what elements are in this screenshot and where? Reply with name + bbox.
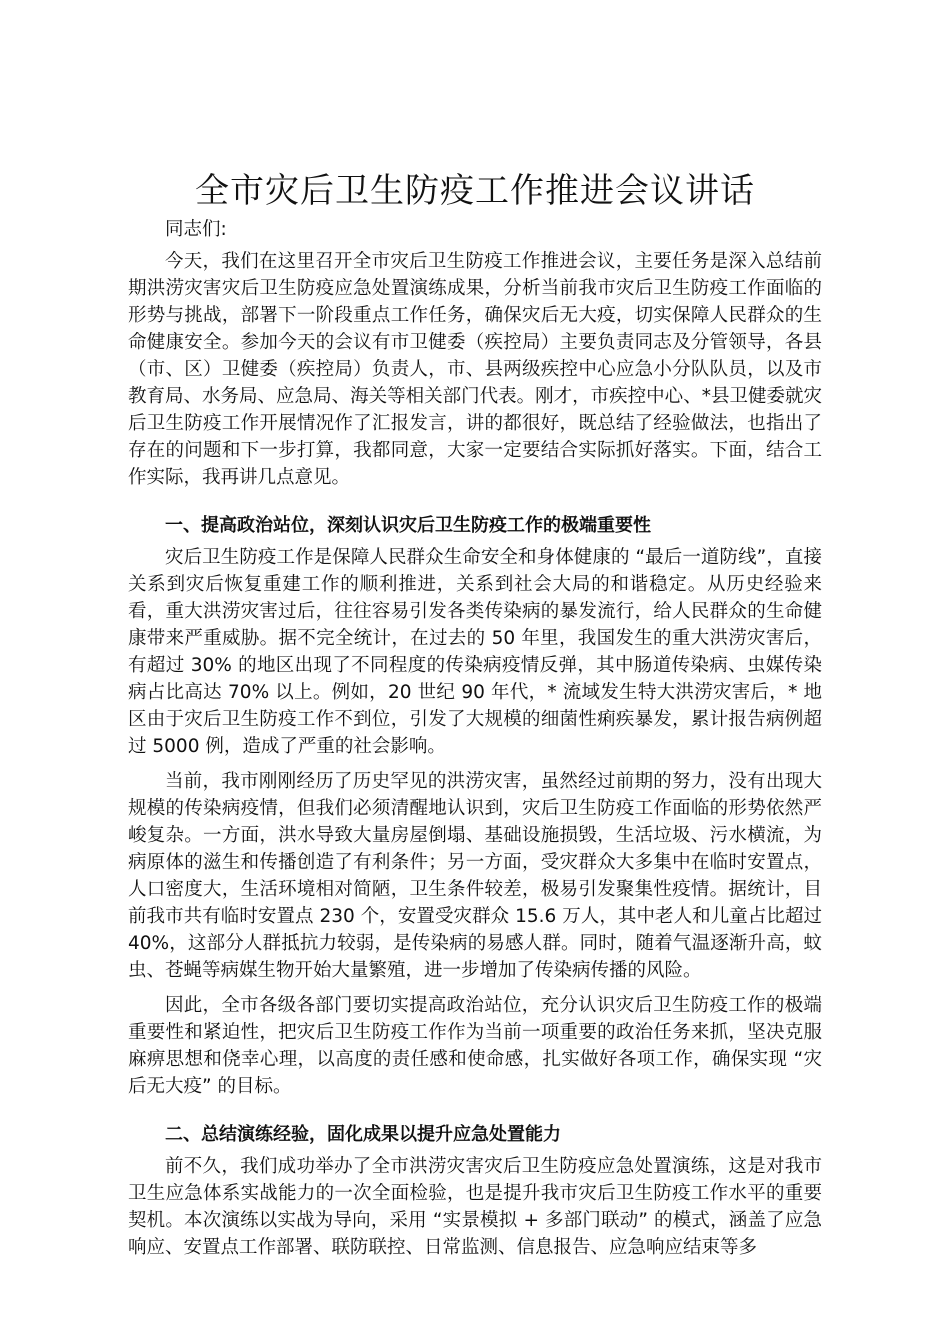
- document-body: [128, 168, 822, 1269]
- document-title: 全市灾后卫生防疫工作推进会议讲话: [195, 171, 755, 211]
- section-1-paragraph-1: 灾后卫生防疫工作是保障人民群众生命安全和身体健康的 “最后一道防线”，直接关系到灾后恢复重建工作的顺利推进，关系到社会大局的和谐稳定。从历史经验来看，重大洪涝灾害过后，往往容易引发各类传染病的暴发流行，给人民群众的生命健康带来严重威胁。据不完全统计，在过去的 50 年里，我国发生的重大洪涝灾害后，有超过 30% 的地区出现了不同程度的传染病疫情反弹，其中肠道传染病、虫媒传染病占比高达 70% 以上。例如，20 世纪 90 年代，* 流域发生特大洪涝灾害后，* 地区由于灾后卫生防疫工作不到位，引发了大规模的细菌性痢疾暴发，累计报告病例超过 5000 例，造成了严重的社会影响。: [128, 547, 822, 757]
- section-2-heading: 二、总结演练经验，固化成果以提升应急处置能力: [165, 1124, 561, 1145]
- salutation: 同志们:: [165, 219, 227, 240]
- intro-paragraph: 今天，我们在这里召开全市灾后卫生防疫工作推进会议，主要任务是深入总结前期洪涝灾害灾后卫生防疫应急处置演练成果，分析当前我市灾后卫生防疫工作面临的形势与挑战，部署下一阶段重点工作任务，确保灾后无大疫，切实保障人民群众的生命健康安全。参加今天的会议有市卫健委（疾控局）主要负责同志及分管领导，各县（市、区）卫健委（疾控局）负责人，市、县两级疾控中心应急小分队队员，以及市教育局、水务局、应急局、海关等相关部门代表。刚才，市疾控中心、*县卫健委就灾后卫生防疫工作开展情况作了汇报发言，讲的都很好，既总结了经验做法，也指出了存在的问题和下一步打算，我都同意，大家一定要结合实际抓好落实。下面，结合工作实际，我再讲几点意见。: [128, 251, 822, 488]
- section-1-paragraph-3: 因此，全市各级各部门要切实提高政治站位，充分认识灾后卫生防疫工作的极端重要性和紧迫性，把灾后卫生防疫工作作为当前一项重要的政治任务来抓，坚决克服麻痹思想和侥幸心理，以高度的责任感和使命感，扎实做好各项工作，确保实现 “灾后无大疫” 的目标。: [128, 995, 822, 1097]
- section-2-paragraph-1: 前不久，我们成功举办了全市洪涝灾害灾后卫生防疫应急处置演练，这是对我市卫生应急体系实战能力的一次全面检验，也是提升我市灾后卫生防疫工作水平的重要契机。本次演练以实战为导向，采用 “实景模拟 + 多部门联动” 的模式，涵盖了应急响应、安置点工作部署、联防联控、日常监测、信息报告、应急响应结束等多: [128, 1156, 822, 1258]
- section-1-heading: 一、提高政治站位，深刻认识灾后卫生防疫工作的极端重要性: [165, 515, 651, 536]
- section-1-paragraph-2: 当前，我市刚刚经历了历史罕见的洪涝灾害，虽然经过前期的努力，没有出现大规模的传染病疫情，但我们必须清醒地认识到，灾后卫生防疫工作面临的形势依然严峻复杂。一方面，洪水导致大量房屋倒塌、基础设施损毁，生活垃圾、污水横流，为病原体的滋生和传播创造了有利条件；另一方面，受灾群众大多集中在临时安置点，人口密度大，生活环境相对简陋，卫生条件较差，极易引发聚集性疫情。据统计，目前我市共有临时安置点 230 个，安置受灾群众 15.6 万人，其中老人和儿童占比超过 40%，这部分人群抵抗力较弱，是传染病的易感人群。同时，随着气温逐渐升高，蚊虫、苍蝇等病媒生物开始大量繁殖，进一步增加了传染病传播的风险。: [128, 771, 822, 981]
